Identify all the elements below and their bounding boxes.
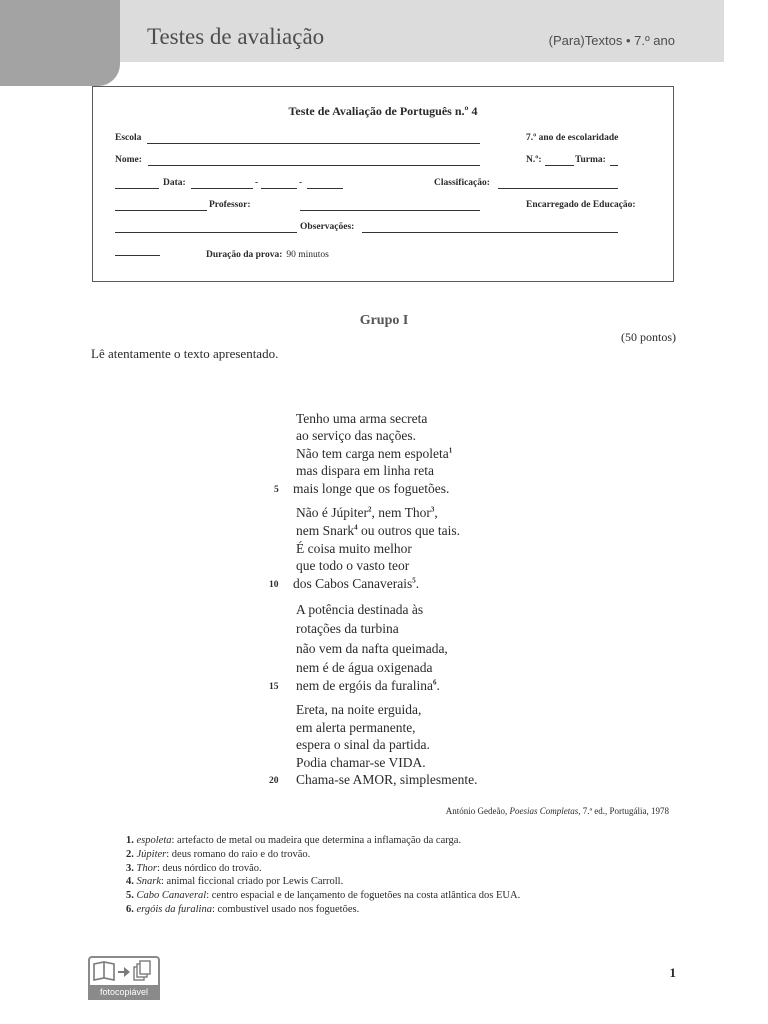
observations-field[interactable] bbox=[362, 232, 618, 233]
duration-value: 90 minutos bbox=[286, 250, 329, 260]
footnote: 6. ergóis da furalina: combustível usado nos foguetões. bbox=[126, 904, 360, 915]
test-title: Teste de Avaliação de Português n.º 4 bbox=[288, 104, 478, 118]
number-field[interactable] bbox=[545, 165, 574, 166]
poem-line: Ereta, na noite erguida, bbox=[296, 702, 422, 717]
poem-line: nem é de água oxigenada bbox=[296, 660, 433, 675]
guardian-label: Encarregado de Educação: bbox=[526, 200, 636, 210]
teacher-field[interactable] bbox=[300, 210, 480, 211]
footnote-ref: 2 bbox=[367, 505, 372, 514]
line-number: 5 bbox=[274, 485, 279, 495]
poem-line: Tenho uma arma secreta bbox=[296, 411, 428, 426]
blank-field-2[interactable] bbox=[115, 210, 207, 211]
poem-line: ao serviço das nações. bbox=[296, 428, 416, 443]
poem-line: nem Snark$^4$ ou outros que tais. bbox=[296, 523, 460, 538]
poem-line: mas dispara em linha reta bbox=[296, 463, 434, 478]
footnote: 4. Snark: animal ficcional criado por Lewis Carroll. bbox=[126, 876, 344, 887]
poem-line: rotações da turbina bbox=[296, 621, 399, 636]
footnote: 1. espoleta: artefacto de metal ou madeira que determina a inflamação da carga. bbox=[126, 835, 462, 846]
book-subtitle: (Para)Textos • 7.º ano bbox=[548, 33, 675, 48]
poem-line: dos Cabos Canaverais$^5$. bbox=[293, 576, 420, 591]
date-year-field[interactable] bbox=[307, 188, 343, 189]
header-tab bbox=[0, 0, 120, 86]
poem-line: nem de ergóis da furalina$^6$. bbox=[296, 678, 440, 693]
date-day-field[interactable] bbox=[191, 188, 253, 189]
footnote-ref: 5 bbox=[412, 576, 416, 585]
duration-label: Duração da prova: bbox=[206, 250, 283, 260]
classification-field[interactable] bbox=[498, 188, 618, 189]
poem-line: É coisa muito melhor bbox=[296, 541, 412, 556]
date-month-field[interactable] bbox=[261, 188, 297, 189]
class-field[interactable] bbox=[610, 165, 618, 166]
page-title: Testes de avaliação bbox=[147, 24, 325, 49]
class-label: Turma: bbox=[575, 155, 606, 165]
poem-line: mais longe que os foguetões. bbox=[293, 481, 450, 496]
blank-field-1[interactable] bbox=[115, 188, 159, 189]
observations-label: Observações: bbox=[300, 222, 355, 232]
poem-line: não vem da nafta queimada, bbox=[296, 641, 448, 656]
footnote-ref: 6 bbox=[432, 678, 437, 687]
date-separator: - bbox=[299, 178, 303, 188]
date-separator: - bbox=[255, 178, 259, 188]
poem-line: Podia chamar-se VIDA. bbox=[296, 755, 426, 770]
school-field[interactable] bbox=[147, 143, 480, 144]
duration-line bbox=[206, 244, 329, 262]
footnote-ref: 3 bbox=[430, 505, 435, 514]
footnote-ref: 4 bbox=[354, 523, 358, 532]
line-number: 10 bbox=[269, 580, 279, 590]
blank-field-4[interactable] bbox=[115, 255, 160, 256]
poem-line: Não é Júpiter$^2$, nem Thor$^3$, bbox=[296, 505, 438, 520]
classification-label: Classificação: bbox=[434, 178, 490, 188]
poem-line: A potência destinada às bbox=[296, 602, 424, 617]
grade-label: 7.º ano de escolaridade bbox=[526, 133, 619, 143]
poem-line: espera o sinal da partida. bbox=[296, 737, 430, 752]
teacher-label: Professor: bbox=[209, 200, 251, 210]
footnote: 3. Thor: deus nórdico do trovão. bbox=[126, 863, 262, 874]
poem-line: Chama-se AMOR, simplesmente. bbox=[296, 772, 478, 787]
footnote: 5. Cabo Canaveral: centro espacial e de lançamento de foguetões na costa atlântica dos EUA. bbox=[126, 890, 521, 901]
name-label: Nome: bbox=[115, 155, 142, 165]
blank-field-3[interactable] bbox=[115, 232, 297, 233]
footnote: 2. Júpiter: deus romano do raio e do trovão. bbox=[126, 849, 311, 860]
poem-line: em alerta permanente, bbox=[296, 720, 416, 735]
photocopy-icon bbox=[90, 958, 158, 986]
footnote-ref: 1 bbox=[448, 446, 453, 455]
line-number: 20 bbox=[269, 776, 279, 786]
poem-line: que todo o vasto teor bbox=[296, 558, 410, 573]
photocopy-label: fotocopiável bbox=[88, 985, 160, 1000]
group-title: Grupo I bbox=[359, 313, 409, 328]
date-label: Data: bbox=[163, 178, 186, 188]
instruction-text: Lê atentamente o texto apresentado. bbox=[91, 346, 279, 361]
school-label: Escola bbox=[115, 133, 142, 143]
group-points: (50 pontos) bbox=[621, 330, 676, 344]
name-field[interactable] bbox=[148, 165, 480, 166]
line-number: 15 bbox=[269, 682, 279, 692]
poem-source: António Gedeão, Poesias Completas, 7.ª ed., Portugália, 1978 bbox=[445, 806, 669, 816]
page-number: 1 bbox=[669, 965, 676, 980]
poem-line: Não tem carga nem espoleta$^1$ bbox=[296, 446, 453, 461]
number-label: N.º: bbox=[526, 155, 542, 165]
